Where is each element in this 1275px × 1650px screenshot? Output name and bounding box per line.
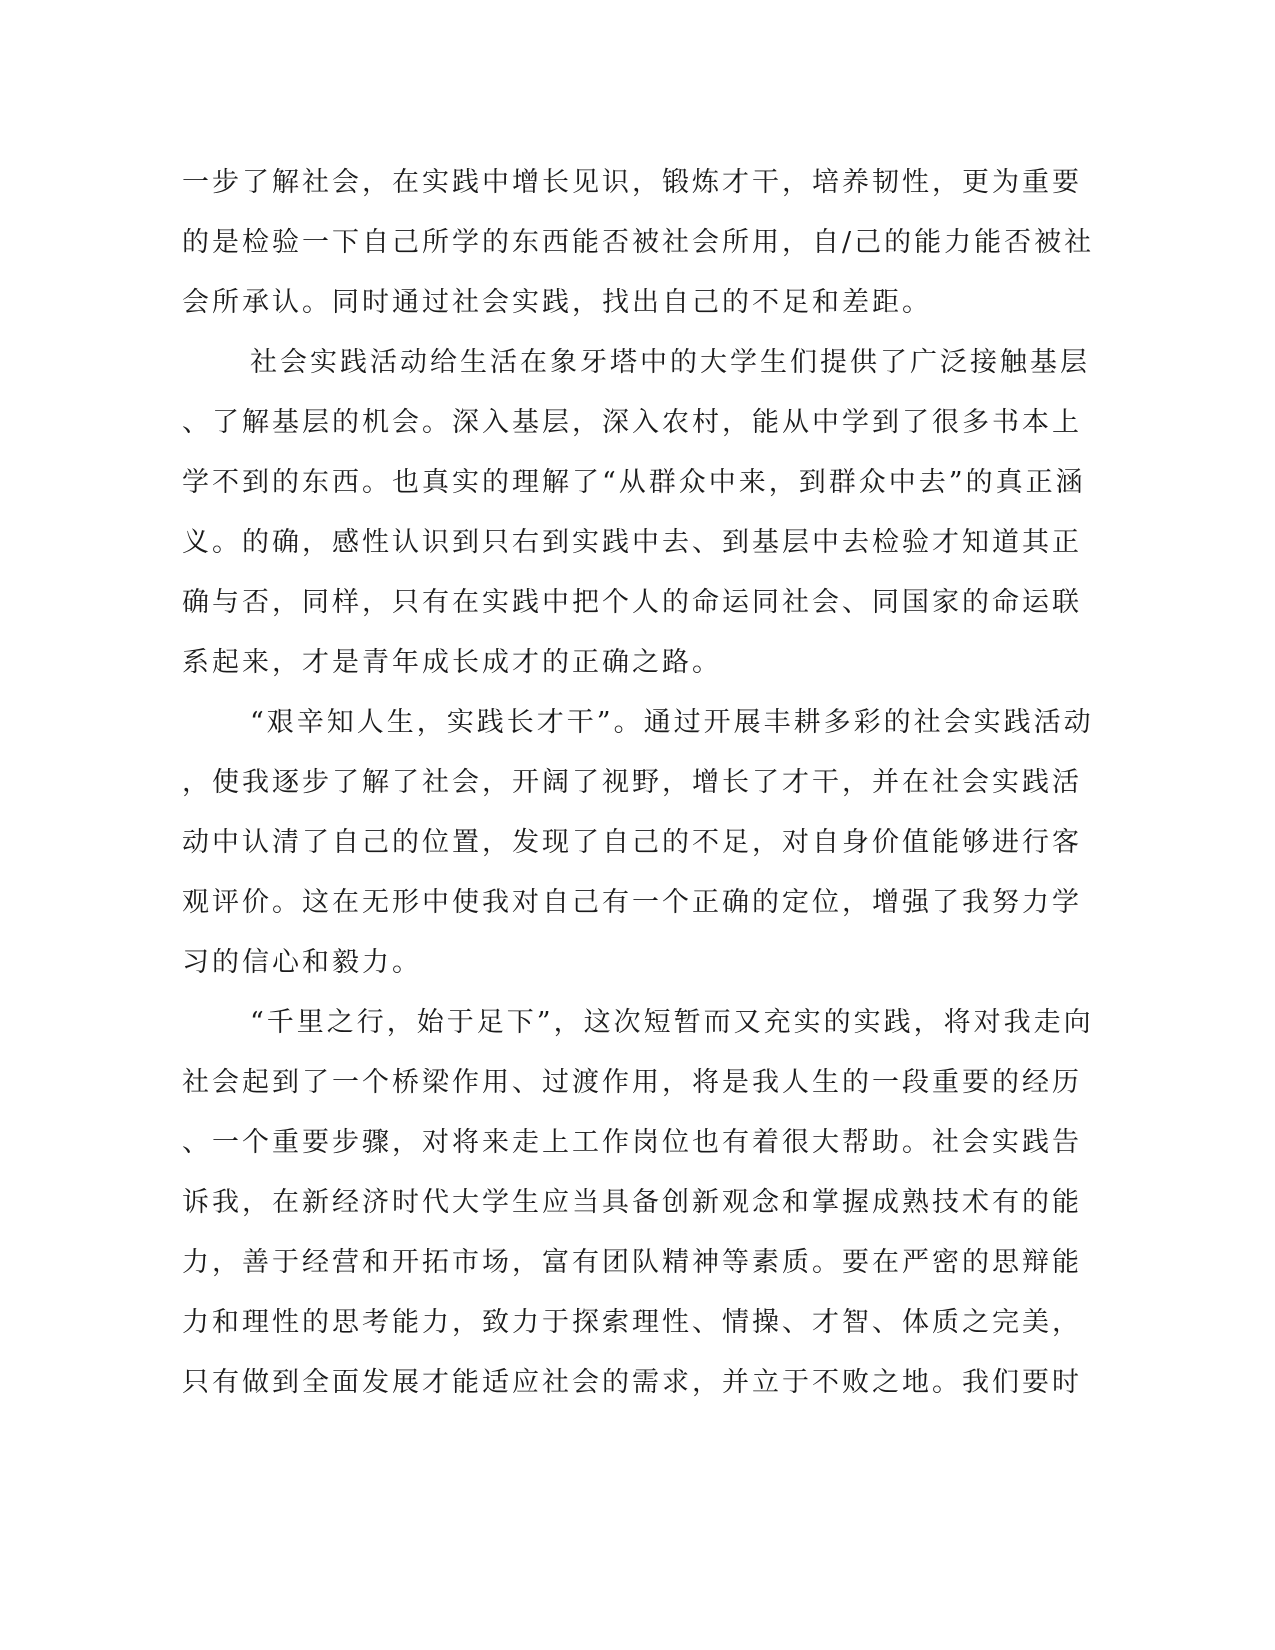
text-line: 只有做到全面发展才能适应社会的需求，并立于不败之地。我们要时 [182, 1367, 1082, 1398]
text-line: 力，善于经营和开拓市场，富有团队精神等素质。要在严密的思辩能 [182, 1247, 1082, 1278]
text-line: 动中认清了自己的位置，发现了自己的不足，对自身价值能够进行客 [182, 827, 1082, 858]
text-line: 一步了解社会，在实践中增长见识，锻炼才干，培养韧性，更为重要 [182, 167, 1082, 198]
text-line: 义。的确，感性认识到只右到实践中去、到基层中去检验才知道其正 [182, 527, 1082, 558]
text-line: 系起来，才是青年成长成才的正确之路。 [182, 647, 722, 678]
text-line: 、了解基层的机会。深入基层，深入农村，能从中学到了很多书本上 [182, 407, 1082, 438]
text-line: “艰辛知人生，实践长才干”。通过开展丰耕多彩的社会实践活动 [250, 707, 1094, 738]
text-line: 、一个重要步骤，对将来走上工作岗位也有着很大帮助。社会实践告 [182, 1127, 1082, 1158]
text-line: 的是检验一下自己所学的东西能否被社会所用，自/己的能力能否被社 [182, 227, 1095, 258]
text-line: 诉我，在新经济时代大学生应当具备创新观念和掌握成熟技术有的能 [182, 1187, 1082, 1218]
text-line: 力和理性的思考能力，致力于探索理性、情操、才智、体质之完美， [182, 1307, 1082, 1338]
text-line: 会所承认。同时通过社会实践，找出自己的不足和差距。 [182, 287, 932, 318]
text-line: 习的信心和毅力。 [182, 947, 422, 978]
text-line: “千里之行，始于足下”，这次短暂而又充实的实践，将对我走向 [250, 1007, 1094, 1038]
text-line: 社会起到了一个桥梁作用、过渡作用，将是我人生的一段重要的经历 [182, 1067, 1082, 1098]
text-line: 社会实践活动给生活在象牙塔中的大学生们提供了广泛接触基层 [250, 347, 1090, 378]
text-line: ，使我逐步了解了社会，开阔了视野，增长了才干，并在社会实践活 [182, 767, 1082, 798]
text-line: 观评价。这在无形中使我对自己有一个正确的定位，增强了我努力学 [182, 887, 1082, 918]
text-line: 确与否，同样，只有在实践中把个人的命运同社会、同国家的命运联 [182, 587, 1082, 618]
text-line: 学不到的东西。也真实的理解了“从群众中来，到群众中去”的真正涵 [182, 467, 1086, 498]
document-body [182, 163, 1095, 1423]
